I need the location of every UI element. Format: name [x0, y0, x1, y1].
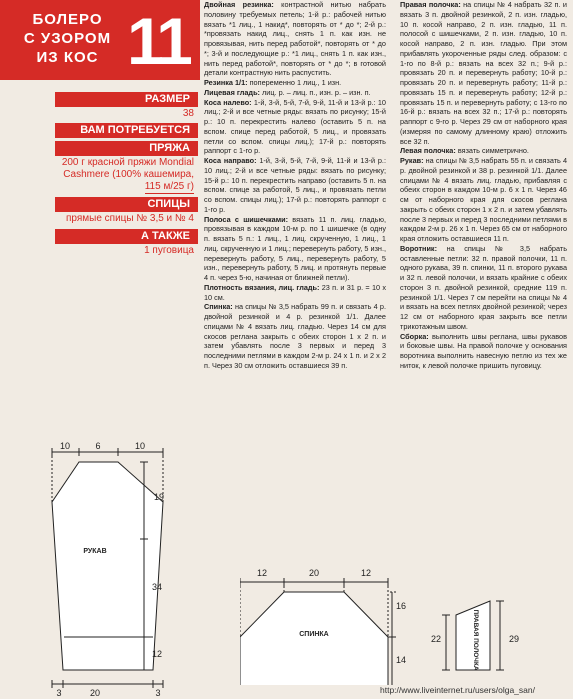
- instruction-heading: Сборка:: [400, 331, 429, 341]
- instruction-paragraph: [400, 156, 567, 244]
- instruction-text: лиц. р. – лиц. п., изн. р. – изн. п.: [259, 87, 371, 97]
- sleeve-outline: [52, 462, 163, 670]
- pattern-number: 11: [127, 4, 189, 78]
- instruction-text: на спицы № 3,5 набрать оставленные петли: 32 п. правой полочки, 11 п. одного рукава, 39 п. спинки, 11 п. второго рукава и 32 п. левой полочки, и вязать крайние с обеих сторон 3 п. двойной резинкой, средние 119 п. резинкой 1/1. Через 7 см перейти на спицы № 4 и вязать на всех петлях двойной резинкой; через 12 см от наборного края закрыть все петли трикотажным швом.: [400, 243, 567, 331]
- back-dim-top: 12: [256, 568, 268, 578]
- yarn-line: Cashmere (100% кашемира,: [63, 169, 194, 180]
- instruction-text: на спицы № 3,5 набрать 55 п. и связать 4 р. двойной резинкой и 38 р. резинкой 1/1. Далее спицами № 4 вязать лиц. гладью, прибавляя с обеих сторон в каждом 10-м р. 6 х 1 п. Через 46 см от наборного края для скосов реглана закрыть с обеих сторон 1 х 2 п. и затем убавлять после 3 первых и перед 3 последними петлями в каждом 2-м р. 26 х 1 п. Через 65 см от наборного края отложить оставшиеся 11 п.: [400, 156, 567, 243]
- instruction-heading: Коса налево:: [204, 97, 252, 107]
- title-line: БОЛЕРО: [32, 11, 103, 28]
- sleeve-dim-right: 12: [152, 649, 163, 659]
- instruction-paragraph: [204, 78, 386, 88]
- instruction-text: выполнить швы реглана, швы рукавов и боковые швы. На правой полочке у основания воротника выполнить навесную петлю из тех же ниток, к левой полочке пришить пуговицу.: [400, 331, 567, 370]
- instruction-paragraph: [204, 283, 386, 303]
- back-schematic: [240, 565, 420, 685]
- instruction-heading: Рукав:: [400, 156, 424, 165]
- instruction-heading: Резинка 1/1:: [204, 78, 248, 87]
- needles-header: СПИЦЫ: [55, 197, 198, 212]
- front-schematic: [420, 590, 570, 690]
- instruction-paragraph: [204, 88, 386, 98]
- instruction-heading: Спинка:: [204, 302, 233, 312]
- back-dim-right: 14: [396, 655, 407, 665]
- instruction-heading: Полоса с шишечками:: [204, 214, 289, 224]
- instruction-text: 1-й, 3-й, 5-й, 7-й, 9-й, 11-й и 13-й р.: 10 лиц.; 2-й и все четные ряды: вязать по рисунку; 15-й р.: 10 п. перекрестить налево (оставить 5 п. на вспом. спице перед работой, 5 лиц., и провязать петли со вспом. спицы лиц.); 17-й р.: повторять раппорт с 1-го р.: [204, 97, 386, 156]
- instruction-text: 1-й, 3-й, 5-й, 7-й, 9-й, 11-й и 13-й р.: 10 лиц.; 2-й и все четные ряды: вязать по рисунку; 15-й р.: 10 п. перекрестить направо (оставить 5 п. на вспом. спице за работой, 5 лиц., и провязать петли со вспом. спицы лиц.); 17-й р.: повторять раппорт с 1-го р.: [204, 156, 386, 214]
- instruction-text: контрастной нитью набрать половину требуемых петель; 1-й р.: рабочей нитью вязать *1 лиц., 1 накид*, повторять от * до *; 2-й р.: *провязать накид лиц., снять 1 п. как изн. не провязывая, нить перед работой*, повторять от * до *; 3-й и последующие р.: *1 лиц., снять 1 п. как изн., нить перед работой*, повторять от * до *; в готовой детали контрастную нить распустить.: [204, 0, 386, 78]
- instruction-heading: Плотность вязания, лиц. гладь:: [204, 282, 320, 292]
- instruction-heading: Воротник:: [400, 243, 438, 253]
- front-dim-left: 22: [431, 634, 442, 644]
- sleeve-dim-right: 34: [152, 582, 163, 592]
- instruction-text: 23 п. и 31 р. = 10 х 10 см.: [204, 282, 386, 302]
- materials-header: ВАМ ПОТРЕБУЕТСЯ: [55, 123, 198, 138]
- yarn-description: [28, 157, 194, 194]
- front-dim-right: 29: [509, 634, 520, 644]
- instruction-text: на спицы № 3,5 набрать 99 п. и связать 4 р. двойной резинкой и 4 р. резинкой 1/1. Далее спицами № 4 вязать лиц. гладью. Через 14 см для скосов реглана закрыть с обеих сторон 1 х 2 п. и затем убавлять после 3 первых и перед 3 последними петлями в каждом 2-м р. 24 х 1 п. и 2 х 2 п. Через 30 см отложить оставшиеся 39 п.: [204, 302, 386, 370]
- instructions-column-1: [204, 0, 386, 371]
- yarn-header: ПРЯЖА: [55, 141, 198, 156]
- sleeve-schematic: [40, 440, 200, 698]
- sleeve-dim-top: 10: [59, 441, 71, 451]
- instruction-paragraph: [400, 146, 567, 156]
- instruction-paragraph: [204, 98, 386, 157]
- extras-header: А ТАКЖЕ: [55, 229, 198, 244]
- sleeve-dim-bottom: 20: [89, 688, 101, 698]
- title-box: [0, 0, 200, 80]
- sleeve-dim-bottom: 3: [155, 688, 161, 698]
- instruction-text: вязать симметрично.: [455, 146, 529, 156]
- size-value: 38: [182, 108, 194, 119]
- pattern-info-sidebar: [0, 0, 200, 300]
- instruction-paragraph: [400, 0, 567, 146]
- sleeve-dim-top: 10: [134, 441, 146, 451]
- instruction-paragraph: [400, 244, 567, 332]
- instruction-paragraph: [204, 302, 386, 370]
- sleeve-dim-bottom: 3: [56, 688, 62, 698]
- instruction-heading: Левая полочка:: [400, 146, 456, 156]
- pattern-title: [10, 10, 125, 67]
- instruction-heading: Лицевая гладь:: [204, 87, 260, 97]
- footer-url: http://www.liveinternet.ru/users/olga_san/: [380, 685, 535, 695]
- yarn-line: 115 м/25 г): [144, 181, 194, 192]
- back-outline: [240, 592, 388, 685]
- instruction-text: на спицы № 4 набрать 32 п. и вязать 3 п. двойной резинкой, 2 п. изн. гладью, 10 п. косой направо, 2 п. изн. гладью, 11 п. полосой с шишечками, 2 п. изн. гладью, 10 п. косой направо, 2 п. изн. гладью. При этом прибавлять укороченные ряды след. образом: с 1-го по 8-й р.: вязать на всех 32 п.; 9-й р.: провязать 20 п. и перевернуть работу; 10-й р.: провязать 20 п. и перевернуть работу; 11-й р.: провязать 15 п. и перевернуть работу; 12-й р.: провязать 15 п. и перевернуть работу; с 13-го по 16-й р.: вязать на всех 32 п.; 17-й р.: повторять раппорт с 9-го р. Через 29 см от наборного края (измеряя по самому длинному краю) отложить все 32 п.: [400, 0, 567, 146]
- sleeve-label: РУКАВ: [83, 548, 107, 555]
- back-label: СПИНКА: [299, 631, 329, 638]
- needles-value: прямые спицы № 3,5 и № 4: [66, 213, 194, 224]
- sleeve-dim-right: 19: [154, 492, 165, 502]
- back-dim-top: 12: [360, 568, 372, 578]
- size-header: РАЗМЕР: [55, 92, 198, 107]
- instruction-paragraph: [400, 332, 567, 371]
- instruction-text: попеременно 1 лиц., 1 изн.: [247, 78, 342, 87]
- front-label: ПРАВАЯ ПОЛОЧКА: [472, 609, 479, 671]
- instruction-paragraph: [204, 156, 386, 215]
- instruction-paragraph: [204, 215, 386, 283]
- instruction-text: вязать 11 п. лиц. гладью, провязывая в каждом 10-м р. по 1 шишечке (в одну п. вязать 5 п.: 1 лиц., 1 лиц. скрученную, 1 лиц., 1 лиц. скрученную и 1 лиц.; перевернуть работу, 5 изн., перевернуть работу, 5 лиц., перевернуть работу, 5 изн., перевернуть работу, 5 лиц. и протянуть первые 4 п. через 5-ю, начиная от ближней петли).: [204, 214, 386, 282]
- title-line: ИЗ КОС: [36, 49, 99, 66]
- instructions-column-2: [400, 0, 567, 371]
- back-dim-right: 16: [396, 601, 407, 611]
- back-dim-top: 20: [308, 568, 320, 578]
- instruction-paragraph: [204, 0, 386, 78]
- instruction-heading: Двойная резинка:: [204, 0, 274, 9]
- instruction-heading: Правая полочка:: [400, 0, 461, 9]
- instruction-heading: Коса направо:: [204, 156, 257, 165]
- yarn-line: 200 г красной пряжи Mondial: [61, 157, 194, 168]
- title-line: С УЗОРОМ: [23, 30, 112, 47]
- sleeve-dim-top: 6: [95, 441, 101, 451]
- extras-value: 1 пуговица: [144, 245, 194, 256]
